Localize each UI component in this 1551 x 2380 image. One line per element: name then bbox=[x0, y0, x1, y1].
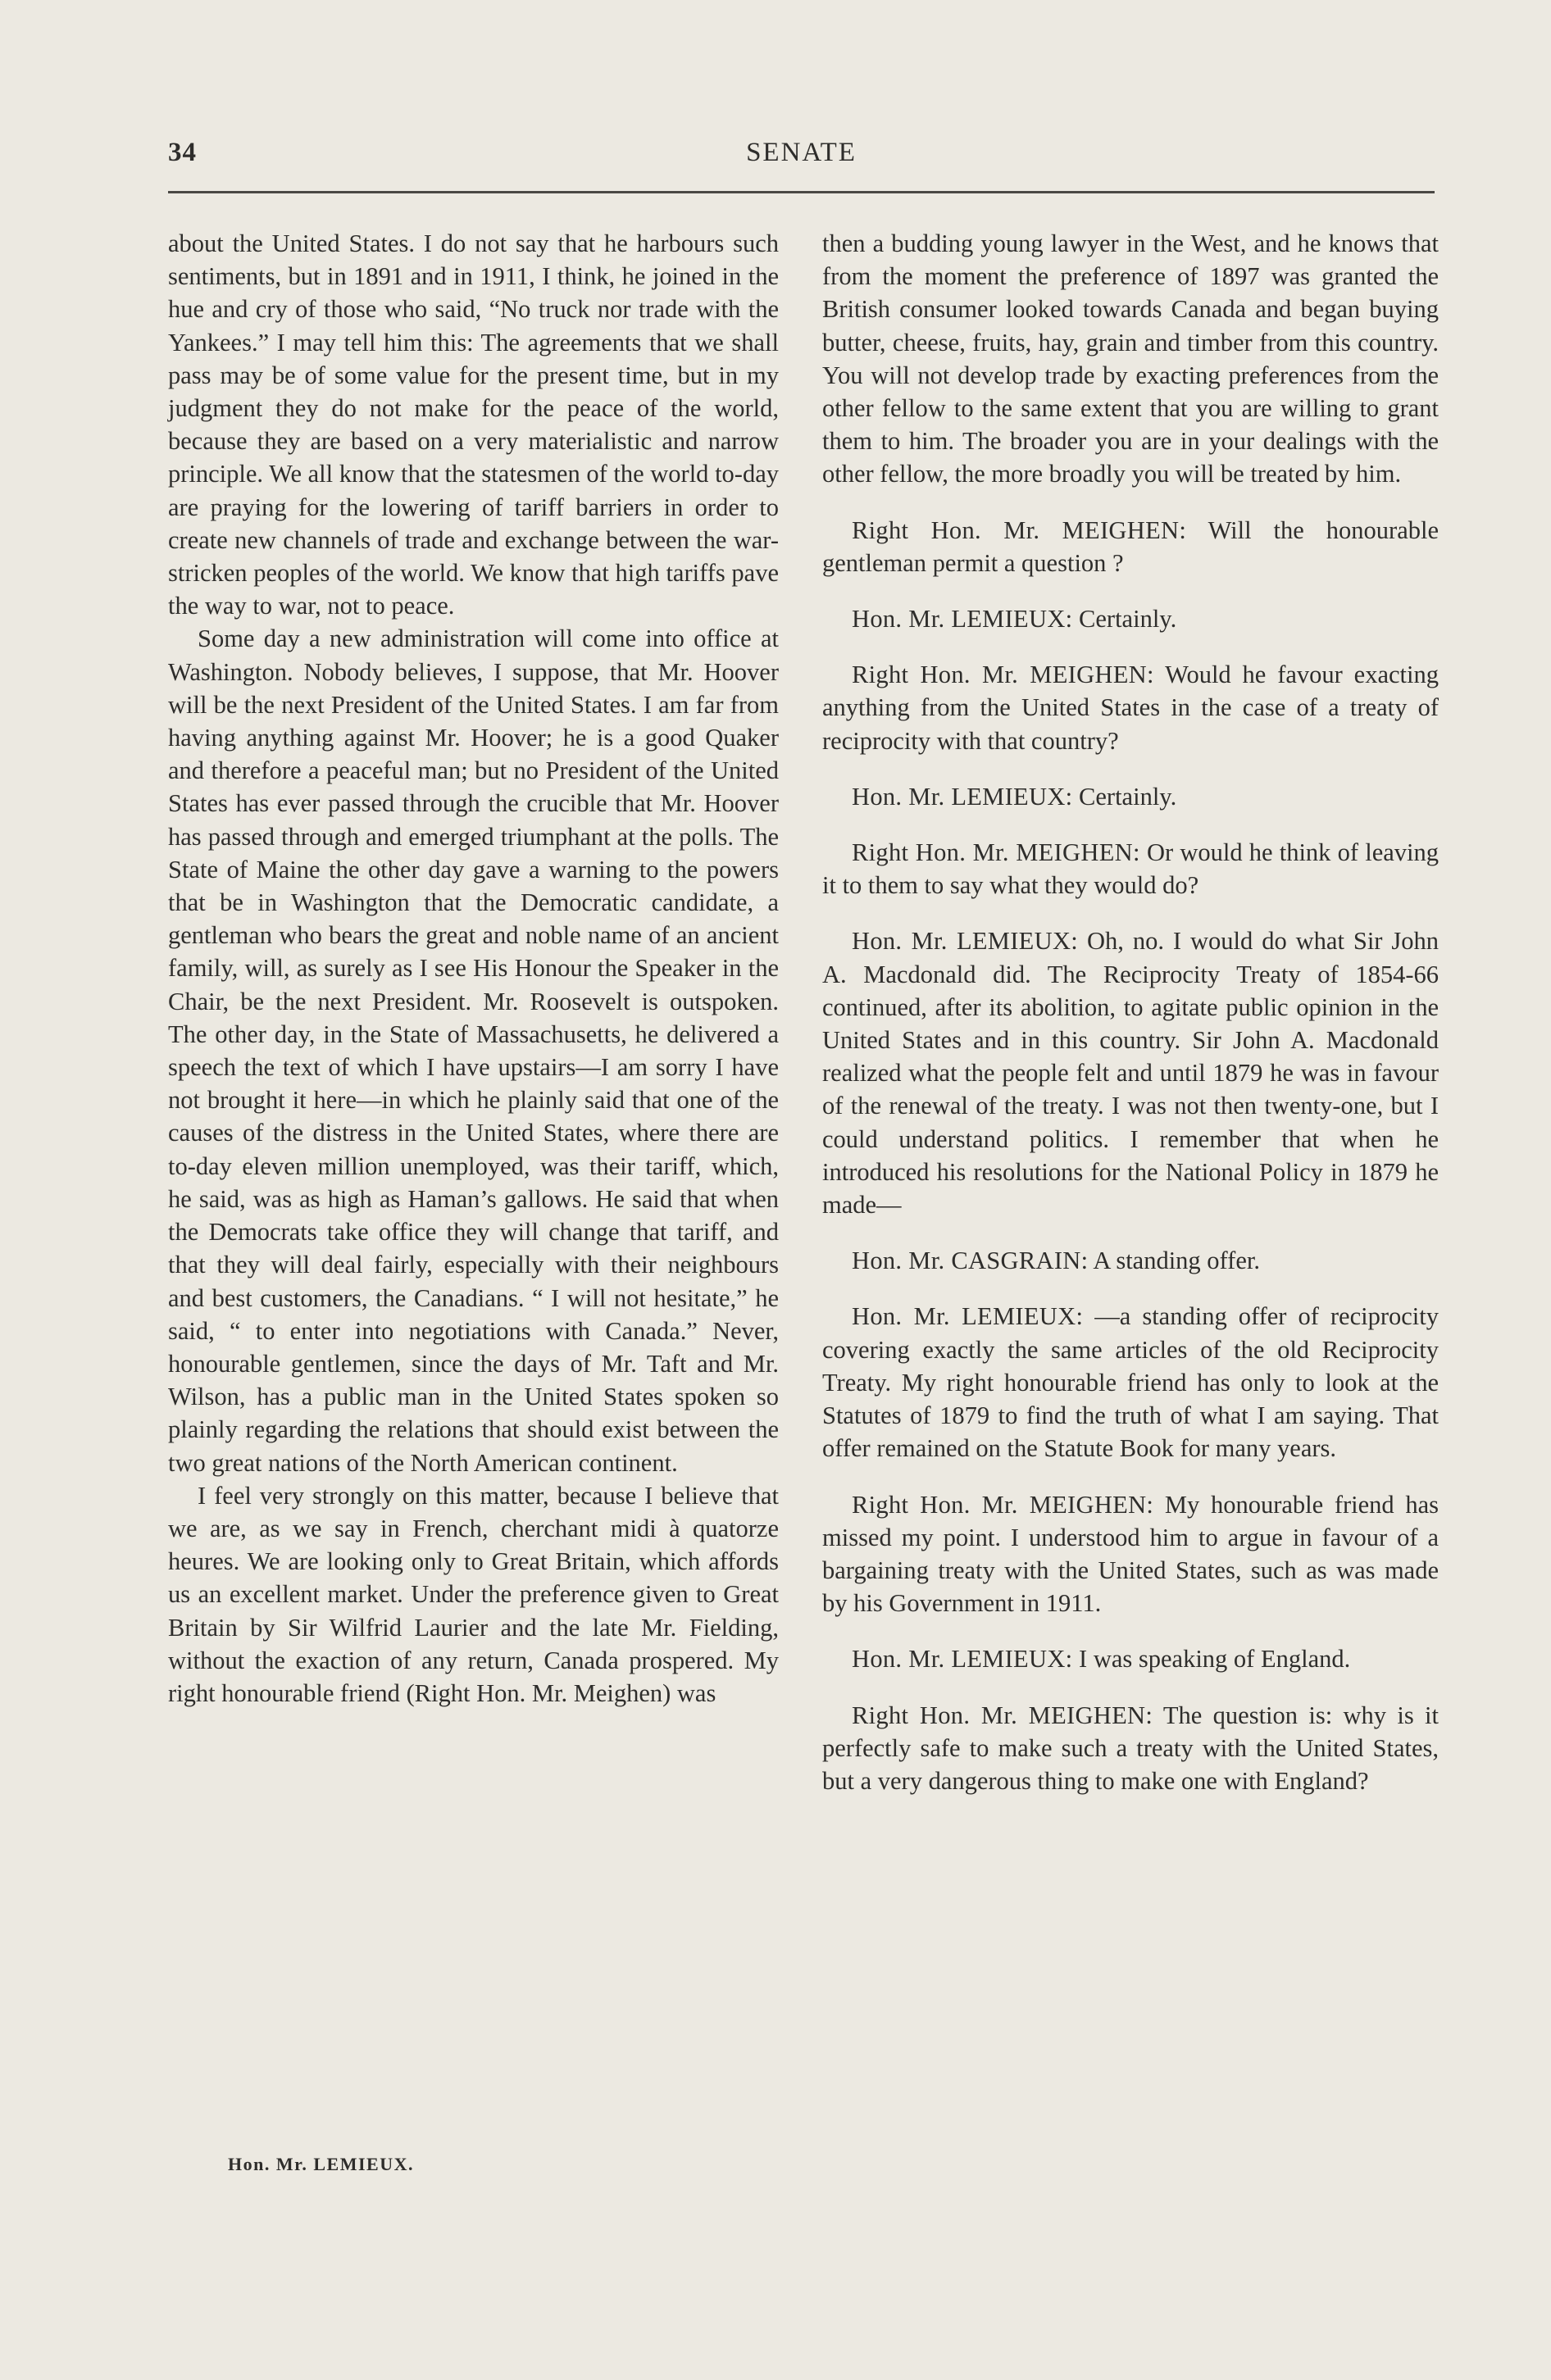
left-column bbox=[168, 227, 779, 1710]
speech-entry bbox=[822, 780, 1439, 813]
speech-text: The question is: why is it perfectly safe to make such a treaty with the United States, but a very dangerous thing to make one with England? bbox=[822, 1701, 1439, 1795]
speaker-name: Right Hon. Mr. MEIGHEN: bbox=[852, 661, 1154, 689]
speaker-name: Right Hon. Mr. MEIGHEN: bbox=[852, 1490, 1154, 1519]
page-header bbox=[168, 138, 1435, 187]
header-rule bbox=[168, 191, 1435, 193]
speaker-name: Hon. Mr. LEMIEUX: bbox=[852, 1302, 1084, 1331]
speech-text: Will the honourable gentleman permit a question ? bbox=[822, 516, 1439, 577]
speech-entry bbox=[822, 1699, 1439, 1798]
speech-text: Would he favour exacting anything from the United States in the case of a treaty of reciprocity with that country? bbox=[822, 661, 1439, 755]
speaker-name: Right Hon. Mr. MEIGHEN: bbox=[852, 516, 1187, 544]
speaker-name: Hon. Mr. LEMIEUX: bbox=[852, 605, 1073, 634]
speech-entry bbox=[822, 1244, 1439, 1277]
speech-entry bbox=[822, 602, 1439, 635]
speech-entry bbox=[822, 658, 1439, 757]
speech-text: —a standing offer of reciprocity covering exactly the same articles of the old Reciprocity Treaty. My right honourable friend has only to look at the Statutes of 1879 to find the truth of what I am saying. That offer remained on the Statute Book for many years. bbox=[822, 1302, 1439, 1463]
paragraph: about the United States. I do not say that he harbours such sentiments, but in 1891 and in 1911, I think, he joined in the hue and cry of those who said, “No truck nor trade with the Yankees.” I may tell him this: The agreements that we shall pass may be of some value for the present time, but in my judgment they do not make for the peace of the world, because they are based on a very materialistic and narrow principle. We all know that the statesmen of the world to-day are praying for the lowering of tariff barriers in order to create new channels of trade and exchange between the war-stricken peoples of the world. We know that high tariffs pave the way to war, not to peace. bbox=[168, 229, 779, 620]
right-column bbox=[822, 227, 1439, 1797]
paragraph: Some day a new administration will come into office at Washington. Nobody believes, I suppose, that Mr. Hoover will be the next President of the United States. I am far from having anything against Mr. Hoover; he is a good Quaker and therefore a peaceful man; but no President of the United States has ever passed through the crucible that Mr. Hoover has passed through and emerged triumphant at the polls. The State of Maine the other day gave a warning to the powers that be in Washington that the Democratic candidate, a gentleman who bears the great and noble name of an ancient family, will, as surely as I see His Honour the Speaker in the Chair, be the next President. Mr. Roosevelt is outspoken. The other day, in the State of Massachusetts, he delivered a speech the text of which I have upstairs—I am sorry I have not brought it here—in which he plainly said that one of the causes of the distress in the United States, where there are to-day eleven million unemployed, was their tariff, which, he said, was as high as Haman’s gallows. He said that when the Democrats take office they will change that tariff, and that they will deal fairly, especially with their neighbours and best customers, the Canadians. “ I will not hesitate,” he said, “ to enter into negotiations with Canada.” Never, honourable gentlemen, since the days of Mr. Taft and Mr. Wilson, has a public man in the United States spoken so plainly regarding the relations that should exist between the two great nations of the North American continent. bbox=[168, 625, 779, 1477]
paragraph: then a budding young lawyer in the West, and he knows that from the moment the preference of 1897 was granted the British consumer looked towards Canada and began buying butter, cheese, fruits, hay, grain and timber from this country. You will not develop trade by exacting preferences from the other fellow to the same extent that you are willing to grant them to him. The broader you are in your dealings with the other fellow, the more broadly you will be treated by him. bbox=[822, 229, 1439, 488]
speech-text: A standing offer. bbox=[1093, 1247, 1260, 1275]
speech-text: My honourable friend has missed my point. I understood him to argue in favour of a bargaining treaty with the United States, such as was made by his Government in 1911. bbox=[822, 1490, 1439, 1618]
speaker-name: Hon. Mr. LEMIEUX: bbox=[852, 1645, 1073, 1674]
speech-entry bbox=[822, 836, 1439, 902]
speaker-name: Hon. Mr. CASGRAIN: bbox=[852, 1247, 1089, 1275]
speech-text: Certainly. bbox=[1079, 605, 1177, 634]
speech-entry bbox=[822, 1642, 1439, 1675]
speech-text: Oh, no. I would do what Sir John A. Macdonald did. The Reciprocity Treaty of 1854-66 continued, after its abolition, to agitate public opinion in the United States and in this country. Sir John A. Macdonald realized what the people felt and until 1879 he was in favour of the renewal of the treaty. I was not then twenty-one, but I could understand politics. I remember that when he introduced his resolutions for the National Policy in 1879 he made— bbox=[822, 927, 1440, 1220]
paragraph: I feel very strongly on this matter, because I believe that we are, as we say in French, cherchant midi à quatorze heures. We are looking only to Great Britain, which affords us an excellent market. Under the preference given to Great Britain by Sir Wilfrid Laurier and the late Mr. Fielding, without the exaction of any return, Canada prospered. My right honourable friend (Right Hon. Mr. Meighen) was bbox=[168, 1481, 779, 1707]
speaker-name: Right Hon. Mr. MEIGHEN: bbox=[852, 1701, 1153, 1729]
speech-entry bbox=[822, 514, 1439, 579]
page-number: 34 bbox=[168, 138, 197, 167]
speaker-name: Hon. Mr. LEMIEUX: bbox=[852, 927, 1079, 956]
speech-text: Or would he think of leaving it to them to say what they would do? bbox=[822, 838, 1439, 900]
speech-entry bbox=[822, 1300, 1439, 1465]
speaker-name: Hon. Mr. LEMIEUX: bbox=[852, 782, 1073, 811]
speech-entry bbox=[822, 924, 1439, 1221]
speech-entry bbox=[822, 1488, 1439, 1620]
speaker-name: Right Hon. Mr. MEIGHEN: bbox=[852, 838, 1140, 867]
footer-signature: Hon. Mr. LEMIEUX. bbox=[228, 2154, 414, 2174]
speech-text: I was speaking of England. bbox=[1079, 1645, 1351, 1674]
speech-text: Certainly. bbox=[1079, 782, 1177, 811]
running-head: SENATE bbox=[746, 138, 857, 167]
